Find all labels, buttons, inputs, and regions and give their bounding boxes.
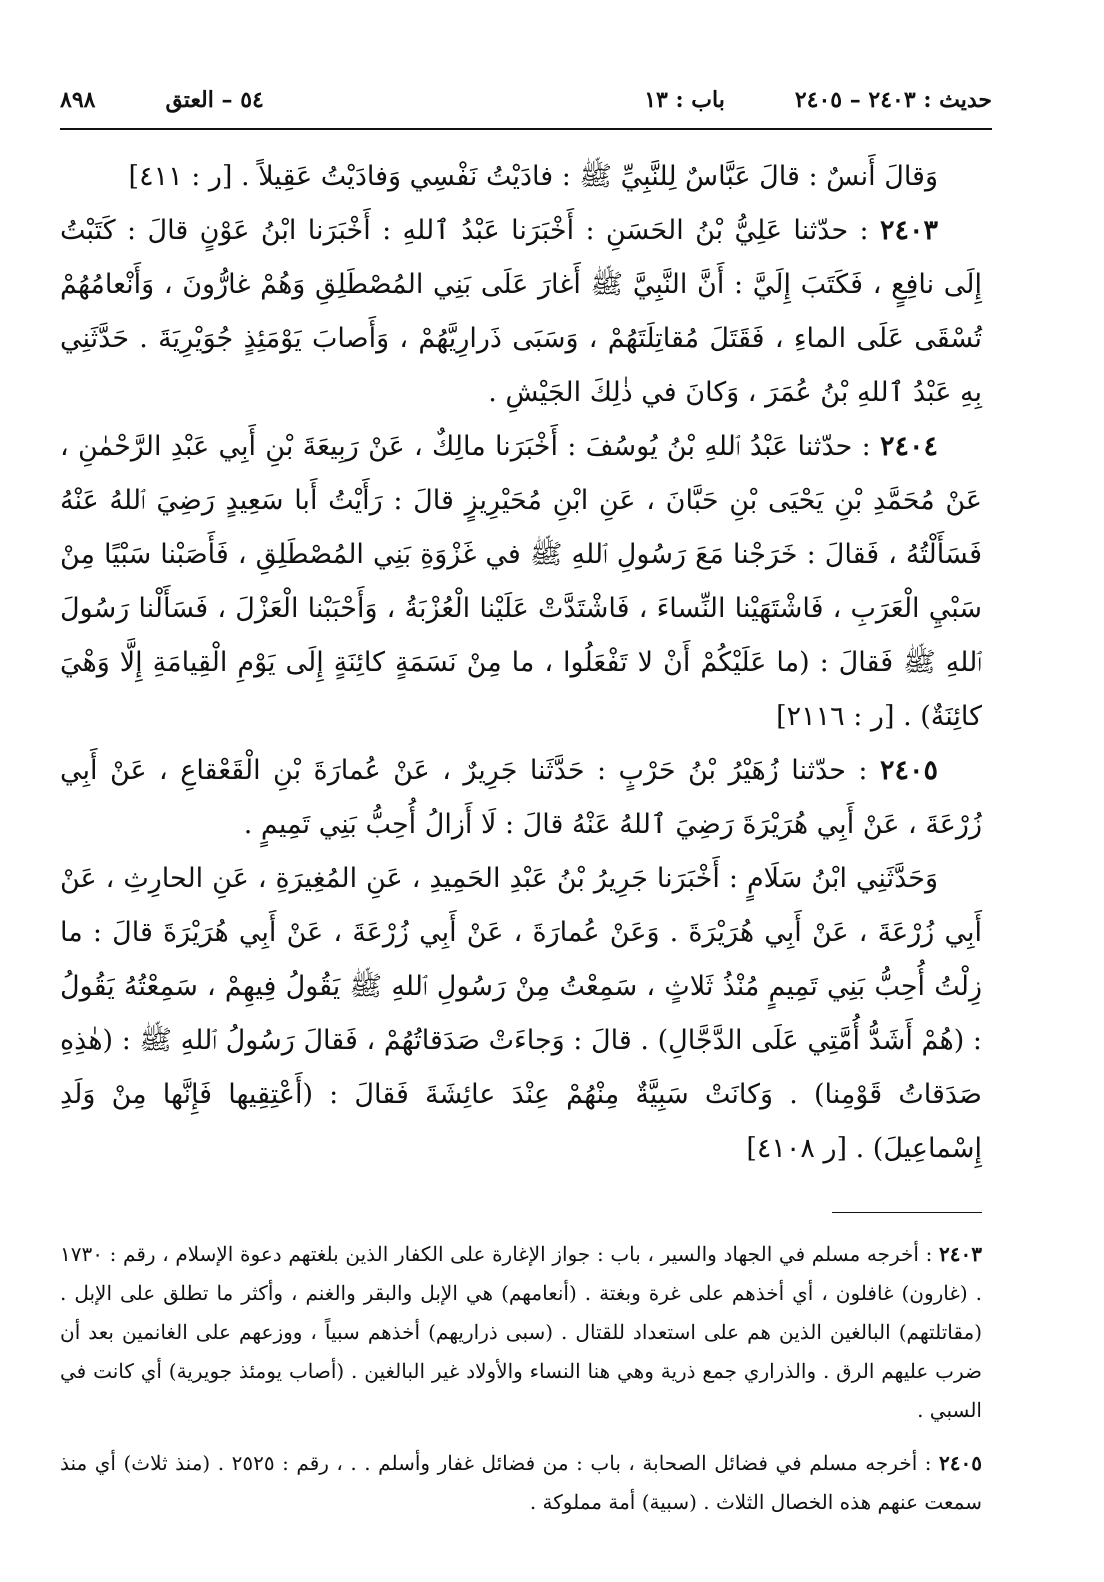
hadith-2403 [60, 204, 982, 420]
hadith-2405-continuation: وَحَدَّثَنِي ابْنُ سَلَامٍ : أَخْبَرَنا جَرِيرُ بْنُ عَبْدِ الحَمِيدِ ، عَنِ المُغِيرَةِ ، عَنِ الحارِثِ ، عَنْ أَبِي زُرْعَةَ ، عَنْ أَبِي هُرَيْرَةَ . وَعَنْ عُمارَةَ ، عَنْ أَبِي زُرْعَةَ ، عَنْ أَبِي هُرَيْرَةَ قالَ : ما زِلْتُ أُحِبُّ بَنِي تَمِيمٍ مُنْذُ ثَلاثٍ ، سَمِعْتُ مِنْ رَسُولِ ٱللهِ ﷺ يَقُولُ فِيهِمْ ، سَمِعْتُهُ يَقُولُ : (هُمْ أَشَدُّ أُمَّتِي عَلَى الدَّجَّالِ) . قالَ : وَجاءَتْ صَدَقاتُهُمْ ، فَقالَ رَسُولُ ٱللهِ ﷺ : (هٰذِهِ صَدَقاتُ قَوْمِنا) . وَكانَتْ سَبِيَّةٌ مِنْهُمْ عِنْدَ عائِشَةَ فَقالَ : (أَعْتِقِيها فَإِنَّها مِنْ وَلَدِ إِسْماعِيلَ) . [ر ٤١٠٨] [60, 863, 982, 1164]
hadith-range: حديث : ٢٤٠٣ – ٢٤٠٥ [794, 87, 992, 113]
page-number: ٨٩٨ [60, 87, 96, 113]
header-left-group [644, 87, 992, 113]
header-right-group [60, 87, 264, 113]
footnote-rule [832, 1212, 982, 1213]
footnote-2403 [60, 1235, 982, 1430]
book-title: ٥٤ – العتق [165, 87, 264, 113]
footnote-text: : أخرجه مسلم في فضائل الصحابة ، باب : من فضائل غفار وأسلم . . ، رقم : ٢٥٢٥ . (منذ ثلاث) أي منذ سمعت عنهم هذه الخصال الثلاث . (سبية) أمة مملوكة . [60, 1451, 982, 1514]
footnote-number: ٢٤٠٥ [939, 1451, 983, 1475]
hadith-number: ٢٤٠٤ [879, 431, 938, 462]
intro-paragraph: وَقالَ أَنسٌ : قالَ عَبَّاسٌ لِلنَّبِيِّ ﷺ : فادَيْتُ نَفْسِي وَفادَيْتُ عَقِيلاً . [ر : ٤١١] [128, 161, 938, 192]
hadith-text: : حدّثنا عَلِيُّ بْنُ الحَسَنِ : أَخْبَرَنا عَبْدُ ٱللهِ : أَخْبَرَنا ابْنُ عَوْنٍ قالَ : كَتَبْتُ إِلَى نافِعٍ ، فَكَتَبَ إِلَيَّ : أَنَّ النَّبِيَّ ﷺ أَغارَ عَلَى بَنِي المُصْطَلِقِ وَهُمْ غارُّونَ ، وَأَنْعامُهُمْ تُسْقَى عَلَى الماءِ ، فَقَتَلَ مُقاتِلَتَهُمْ ، وَسَبَى ذَرارِيَّهُمْ ، وَأَصابَ يَوْمَئِذٍ جُوَيْرِيَةَ . حَدَّثَنِي بِهِ عَبْدُ ٱللهِ بْنُ عُمَرَ ، وَكانَ في ذٰلِكَ الجَيْشِ . [60, 215, 982, 408]
hadith-2405 [60, 744, 982, 852]
hadith-number: ٢٤٠٣ [879, 215, 938, 246]
hadith-text: : حدّثنا زُهَيْرُ بْنُ حَرْبٍ : حَدَّثَنا جَرِيرٌ ، عَنْ عُمارَةَ بْنِ الْقَعْقاعِ ، عَنْ أَبِي زُرْعَةَ ، عَنْ أَبِي هُرَيْرَةَ رَضِيَ ٱللهُ عَنْهُ قالَ : لَا أَزالُ أُحِبُّ بَنِي تَمِيمٍ . [60, 755, 982, 840]
footnote-2405 [60, 1444, 982, 1522]
hadith-number: ٢٤٠٥ [879, 755, 938, 786]
hadith-2404 [60, 420, 982, 744]
footnote-text: : أخرجه مسلم في الجهاد والسير ، باب : جواز الإغارة على الكفار الذين بلغتهم دعوة الإسلام ، رقم : ١٧٣٠ . (غارون) غافلون ، أي أخذهم على غرة وبغتة . (أنعامهم) هي الإبل والبقر والغنم ، وأكثر ما تطلق على الإبل . (مقاتلتهم) البالغين الذين هم على استعداد للقتال . (سبى ذراريهم) أخذهم سبياً ، ووزعهم على الغانمين بعد أن ضرب عليهم الرق . والذراري جمع ذرية وهي هنا النساء والأولاد غير البالغين . (أصاب يومئذ جويرية) أي كانت في السبي . [60, 1242, 983, 1422]
running-header [60, 78, 992, 122]
main-text [60, 150, 982, 1176]
chapter-label: باب : ١٣ [644, 87, 725, 113]
hadith-text: : حدّثنا عَبْدُ ٱللهِ بْنُ يُوسُفَ : أَخْبَرَنا مالِكٌ ، عَنْ رَبِيعَةَ بْنِ أَبِي عَبْدِ الرَّحْمٰنِ ، عَنْ مُحَمَّدِ بْنِ يَحْيَى بْنِ حَبَّانَ ، عَنِ ابْنِ مُحَيْرِيزٍ قالَ : رَأَيْتُ أَبا سَعِيدٍ رَضِيَ ٱللهُ عَنْهُ فَسَأَلْتُهُ ، فَقالَ : خَرَجْنا مَعَ رَسُولِ ٱللهِ ﷺ في غَزْوَةِ بَنِي المُصْطَلِقِ ، فَأَصَبْنا سَبْيًا مِنْ سَبْيِ الْعَرَبِ ، فَاشْتَهَيْنا النِّساءَ ، فَاشْتَدَّتْ عَلَيْنا الْعُزْبَةُ ، وَأَحْبَبْنا الْعَزْلَ ، فَسَأَلْنا رَسُولَ ٱللهِ ﷺ فَقالَ : (ما عَلَيْكُمْ أَنْ لا تَفْعَلُوا ، ما مِنْ نَسَمَةٍ كائِنَةٍ إِلَى يَوْمِ الْقِيامَةِ إِلَّا وَهْيَ كائِنَةٌ) . [ر : ٢١١٦] [60, 431, 982, 732]
footnotes [60, 1235, 982, 1522]
footnote-number: ٢٤٠٣ [939, 1242, 982, 1266]
header-rule [60, 128, 992, 130]
